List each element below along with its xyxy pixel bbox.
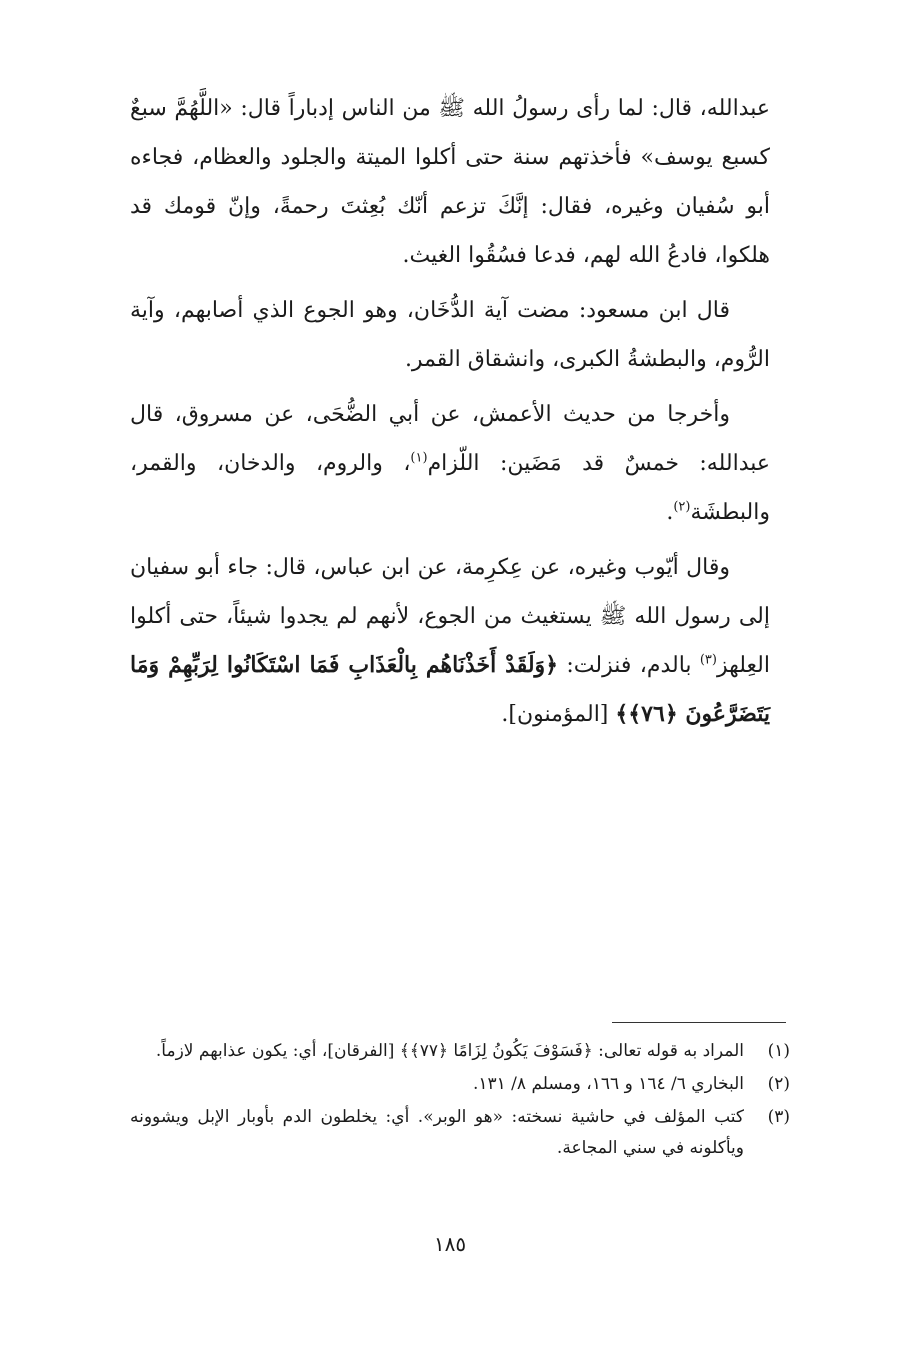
footnote-divider [612,1022,786,1023]
paragraph [130,286,770,384]
footnote [130,1069,790,1100]
footnotes [130,1036,790,1166]
footnote-reference: (٣) [699,652,717,668]
paragraph-text: [المؤمنون]. [501,702,616,727]
paragraph [130,390,770,537]
footnote-text: كتب المؤلف في حاشية نسخته: «هو الوبر». أي: يخلطون الدم بأوبار الإبل ويشوونه ويأكلونه في سني المجاعة. [130,1107,744,1158]
footnote-number: (٢) [767,1074,790,1094]
footnote-number: (٣) [767,1107,790,1127]
paragraph-text: ، والروم، والدخان، والقمر، والبطشَة [130,451,770,525]
footnote-text: البخاري ٦/ ١٦٤ و ١٦٦، ومسلم ٨/ ١٣١. [472,1074,744,1094]
paragraph-text: وأخرجا من حديث الأعمش، عن أبي الضُّحَى، عن مسروق، قال عبدالله: خمسٌ قد مَضَين: اللّزام [130,402,771,476]
paragraph [130,543,770,739]
paragraph-text: عبدالله، قال: لما رأى رسولُ الله ﷺ من الناس إدباراً قال: «اللَّهُمَّ سبعٌ كسبع يوسف» فأخذتهم سنة حتى أكلوا الميتة والجلود والعظام، فجاءه أبو سُفيان وغيره، فقال: إنَّكَ تزعم أنّك بُعِثتَ رحمةً، وإنّ قومك قد هلكوا، فادعُ الله لهم، فدعا فسُقُوا الغيث. [130,96,770,268]
paragraph-text: بالدم، فنزلت: [558,653,700,678]
main-text [130,84,770,745]
paragraph-text: وقال أيّوب وغيره، عن عِكرِمة، عن ابن عباس، قال: جاء أبو سفيان إلى رسول الله ﷺ يستغيث من الجوع، لأنهم لم يجدوا شيئاً، حتى أكلوا العِلهز [130,555,770,678]
quran-verse: ﴿وَلَقَدْ أَخَذْنَاهُم بِالْعَذَابِ فَمَا اسْتَكَانُوا لِرَبِّهِمْ وَمَا يَتَضَرَّعُونَ ﴿٧٦﴾﴾ [130,652,770,727]
footnote-text: المراد به قوله تعالى: ﴿فَسَوْفَ يَكُونُ لِزَامًا ﴿٧٧﴾﴾ [الفرقان]، أي: يكون عذابهم لازماً. [155,1041,744,1061]
footnote-reference: (١) [410,450,428,466]
footnote-reference: (٢) [673,499,691,515]
footnote-number: (١) [767,1041,790,1061]
footnote [130,1102,790,1164]
paragraph-text: . [666,500,674,525]
footnote [130,1036,790,1067]
page-number: ١٨٥ [433,1232,467,1256]
paragraph [130,84,770,280]
paragraph-text: قال ابن مسعود: مضت آية الدُّخَان، وهو الجوع الذي أصابهم، وآية الرُّوم، والبطشةُ الكبرى، وانشقاق القمر. [130,298,770,372]
